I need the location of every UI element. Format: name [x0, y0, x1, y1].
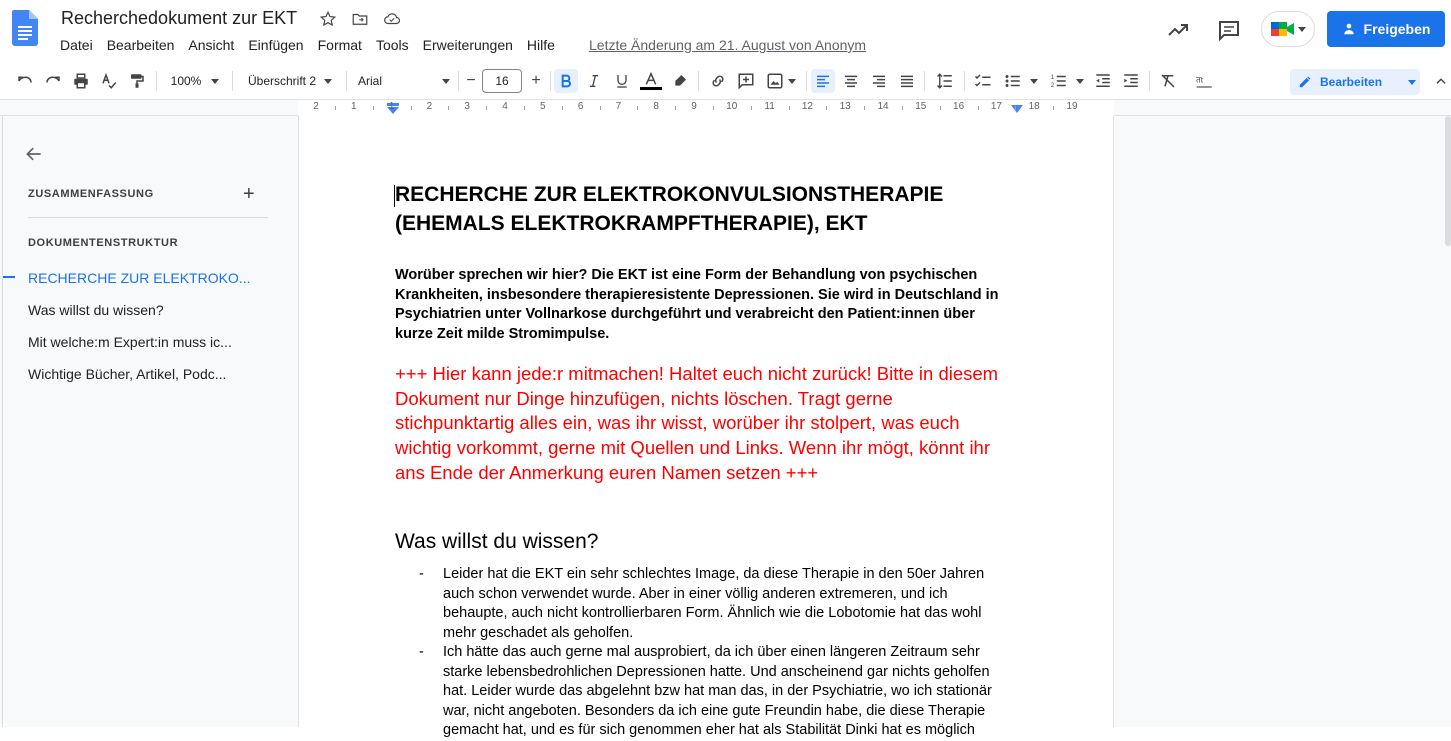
align-center-icon[interactable] — [840, 69, 862, 93]
chevron-down-icon — [1076, 79, 1084, 84]
toolbar-divider — [806, 71, 807, 91]
vertical-scrollbar[interactable] — [1445, 116, 1451, 246]
ruler-number: 3 — [464, 101, 470, 112]
toolbar-divider — [698, 71, 699, 91]
outline-divider — [28, 217, 268, 218]
top-bar — [0, 0, 1451, 62]
numbered-list-button[interactable] — [1047, 69, 1087, 93]
ruler-tick — [940, 106, 941, 110]
toolbar-divider — [232, 71, 233, 91]
print-icon[interactable] — [70, 69, 92, 93]
align-justify-icon[interactable] — [896, 69, 918, 93]
share-label: Freigeben — [1363, 21, 1431, 37]
insert-link-icon[interactable] — [707, 69, 729, 93]
line-spacing-icon[interactable] — [933, 69, 957, 93]
ruler-tick — [864, 106, 865, 110]
ruler-tick — [448, 106, 449, 110]
chevron-down-icon — [788, 79, 796, 84]
move-folder-icon[interactable] — [350, 9, 370, 29]
list-item-text: Ich hätte das auch gerne mal ausprobiert, da ich über einen längeren Zeitraum sehr starke lebensbedrohlichen Depressionen hatte. Und anscheinend gar nichts geholfen hat. Leider wurde das abgelehnt bzw hat man das, in der Psychiatrie, wo ich stationär war, nicht angeboten. Besonders da ich eine gute Freundin habe, die diese Therapie gemacht hat, und es für sich genommen eher hat als Stabilität Dinki hat es möglich — [443, 644, 992, 738]
document-title[interactable]: Recherchedokument zur EKT — [61, 8, 298, 28]
highlight-icon[interactable] — [669, 69, 691, 93]
insert-image-button[interactable] — [763, 69, 799, 93]
collapse-menus-icon[interactable] — [1432, 69, 1450, 93]
input-tools-icon[interactable] — [1193, 69, 1217, 93]
bulleted-list-icon — [1004, 72, 1022, 90]
ruler-tick — [562, 106, 563, 110]
menu-hilfe[interactable]: Hilfe — [526, 37, 555, 53]
ruler-number: 2 — [426, 101, 433, 112]
bullet-list — [419, 565, 1009, 741]
chevron-down-icon — [211, 79, 219, 84]
clear-formatting-icon[interactable] — [1157, 69, 1179, 93]
ruler-tick — [751, 106, 752, 110]
structure-heading: DOKUMENTENSTRUKTUR — [28, 237, 179, 249]
ruler-number: 16 — [953, 101, 965, 112]
star-icon[interactable] — [318, 9, 338, 29]
underline-icon[interactable] — [611, 69, 633, 93]
document-heading[interactable]: RECHERCHE ZUR ELEKTROKONVULSIONSTHERAPIE (EHEMALS ELEKTROKRAMPFTHERAPIE), EKT — [395, 183, 944, 235]
font-size-input[interactable]: 16 — [482, 69, 522, 93]
ruler-tick — [373, 106, 374, 110]
ruler-number: 5 — [540, 101, 546, 112]
pencil-icon — [1298, 75, 1312, 89]
meet-button[interactable] — [1261, 11, 1315, 47]
ruler-tick — [335, 106, 336, 110]
ruler-tick — [524, 106, 525, 110]
toolbar-divider — [346, 71, 347, 91]
zoom-value: 100% — [170, 74, 202, 88]
callout-paragraph[interactable]: +++ Hier kann jede:r mitmachen! Haltet euch nicht zurück! Bitte in diesem Dokument nur Dinge hinzufügen, nichts löschen. Tragt gerne stichpunktartig alles ein, was ihr wisst, worüber ihr stolpert, was euch wichtig vorkommt, gerne mit Quellen und Links. Wenn ihr mögt, könnt ihr ans Ende der Anmerkung euren Namen setzen +++ — [395, 363, 999, 483]
paint-format-icon[interactable] — [126, 69, 148, 93]
chevron-down-icon — [1030, 79, 1038, 84]
svg-text:2: 2 — [1050, 83, 1055, 89]
toolbar-divider — [156, 71, 157, 91]
intro-paragraph[interactable]: Worüber sprechen wir hier? Die EKT ist eine Form der Behandlung von psychischen Krankheiten, insbesondere therapieresistente Depressionen. Sie wird in Deutschland in Psychiatrien unter Vollnarkose durchgeführt und verabreicht den Patient:innen über kurze Zeit milde Stromimpulse. — [395, 267, 999, 342]
section-heading[interactable]: Was willst du wissen? — [395, 530, 599, 553]
menu-format[interactable]: Format — [317, 37, 362, 53]
menu-erweiterungen[interactable]: Erweiterungen — [422, 37, 513, 53]
bold-button[interactable] — [554, 69, 578, 93]
meet-icon — [1270, 19, 1296, 39]
ruler-number: 4 — [502, 101, 508, 112]
svg-text:1: 1 — [1050, 74, 1055, 81]
cloud-status-icon[interactable] — [382, 9, 402, 29]
redo-icon[interactable] — [42, 69, 64, 93]
comments-icon[interactable] — [1217, 18, 1241, 42]
decrease-indent-icon[interactable] — [1092, 69, 1114, 93]
chevron-down-icon — [442, 79, 450, 84]
bullet-marker: - — [419, 566, 424, 582]
ruler-tick — [486, 106, 487, 110]
ruler-tick — [826, 106, 827, 110]
ruler-number: 2 — [313, 101, 319, 112]
activity-trend-icon[interactable] — [1166, 18, 1190, 42]
chevron-down-icon — [1408, 80, 1416, 85]
font-select[interactable] — [358, 69, 450, 93]
add-comment-icon[interactable] — [735, 69, 757, 93]
bulleted-list-button[interactable] — [1001, 69, 1041, 93]
ruler-number: 17 — [990, 101, 1002, 112]
editing-mode-select[interactable] — [1290, 69, 1420, 95]
chevron-down-icon — [1298, 27, 1306, 32]
right-indent-marker-icon[interactable] — [1010, 104, 1024, 114]
editing-mode-label: Bearbeiten — [1320, 75, 1383, 89]
spellcheck-icon[interactable] — [98, 69, 120, 93]
ruler-number: 1 — [388, 101, 395, 112]
menu-tools[interactable]: Tools — [375, 37, 409, 53]
svg-text:तt: तt — [1196, 75, 1203, 85]
ruler-number: 9 — [691, 101, 697, 112]
ruler-tick — [1053, 106, 1054, 110]
ruler-number: 10 — [726, 101, 738, 112]
ruler-number: 15 — [915, 101, 927, 112]
numbered-list-icon — [1050, 72, 1068, 90]
ruler-tick — [675, 106, 676, 110]
chevron-down-icon — [324, 79, 332, 84]
ruler-tick — [637, 106, 638, 110]
menu-bar — [60, 37, 562, 53]
bullet-marker: - — [419, 644, 424, 660]
image-icon — [766, 72, 784, 90]
document-outline-panel — [2, 116, 298, 727]
docs-logo-icon[interactable] — [12, 10, 38, 46]
close-outline-arrow-icon[interactable] — [24, 144, 44, 169]
menu-ansicht[interactable]: Ansicht — [188, 37, 235, 53]
outline-item-was-willst-du-wissen[interactable]: Was willst du wissen? — [28, 302, 164, 318]
toolbar-divider — [964, 71, 965, 91]
ruler-number: 14 — [877, 101, 889, 112]
ruler-tick — [411, 106, 412, 110]
align-left-button[interactable] — [811, 69, 835, 93]
menu-datei[interactable]: Datei — [60, 37, 93, 53]
ruler-number: 12 — [801, 101, 813, 112]
font-size-decrease-button[interactable]: − — [466, 72, 476, 89]
active-outline-marker — [3, 276, 15, 278]
formatting-toolbar — [0, 62, 1451, 100]
ruler-tick — [902, 106, 903, 110]
align-left-icon — [815, 73, 831, 89]
align-right-icon[interactable] — [868, 69, 890, 93]
ruler-number: 1 — [351, 101, 357, 112]
outline-item-expert[interactable]: Mit welche:m Expert:in muss ic... — [28, 334, 232, 350]
ruler[interactable] — [0, 100, 1451, 116]
summary-heading: ZUSAMMENFASSUNG — [28, 188, 154, 200]
list-item-text: Leider hat die EKT ein sehr schlechtes Image, da diese Therapie in den 50er Jahren auch schon verwendet wurde. Aber in einer völlig anderen extremeren, und ich behaupte, auch nicht kontrollierbaren Form. Ähnlich wie die Lobotomie hat das wohl mehr geschadet als geholfen. — [443, 566, 985, 641]
zoom-select[interactable] — [166, 69, 224, 93]
add-summary-plus-icon[interactable]: + — [243, 183, 255, 205]
menu-einfuegen[interactable]: Einfügen — [248, 37, 304, 53]
font-size-increase-button[interactable]: + — [531, 72, 541, 89]
ruler-tick — [978, 106, 979, 110]
list-item[interactable] — [419, 643, 1009, 741]
ruler-number: 18 — [1028, 101, 1040, 112]
paragraph-style-value: Überschrift 2 — [247, 74, 317, 88]
text-color-icon[interactable] — [639, 69, 663, 93]
outline-item-buecher[interactable]: Wichtige Bücher, Artikel, Podc... — [28, 366, 227, 382]
person-lock-icon — [1342, 22, 1356, 36]
toolbar-divider — [550, 71, 551, 91]
ruler-number: 8 — [653, 101, 659, 112]
italic-icon[interactable] — [583, 69, 605, 93]
outline-item-heading[interactable]: RECHERCHE ZUR ELEKTROKO... — [28, 270, 251, 286]
bold-icon — [558, 73, 574, 89]
paragraph-style-select[interactable] — [244, 69, 336, 93]
toolbar-divider — [1149, 71, 1150, 91]
ruler-number: 7 — [615, 101, 622, 112]
ruler-number: 19 — [1066, 101, 1078, 112]
font-value: Arial — [358, 74, 383, 88]
ruler-tick — [600, 106, 601, 110]
toolbar-divider — [924, 71, 925, 91]
ruler-number: 11 — [764, 101, 775, 112]
toolbar-divider — [458, 71, 459, 91]
undo-icon[interactable] — [14, 69, 36, 93]
ruler-tick — [713, 106, 714, 110]
increase-indent-icon[interactable] — [1120, 69, 1142, 93]
checklist-icon[interactable] — [972, 69, 994, 93]
list-item[interactable] — [419, 565, 1009, 643]
share-button[interactable] — [1327, 11, 1445, 47]
menu-bearbeiten[interactable]: Bearbeiten — [106, 37, 175, 53]
ruler-number: 6 — [577, 101, 584, 112]
last-edit-link[interactable]: Letzte Änderung am 21. August von Anonym — [589, 37, 867, 53]
ruler-number: 13 — [839, 101, 851, 112]
ruler-tick — [1015, 106, 1016, 110]
document-page[interactable] — [298, 116, 1114, 738]
ruler-tick — [789, 106, 790, 110]
